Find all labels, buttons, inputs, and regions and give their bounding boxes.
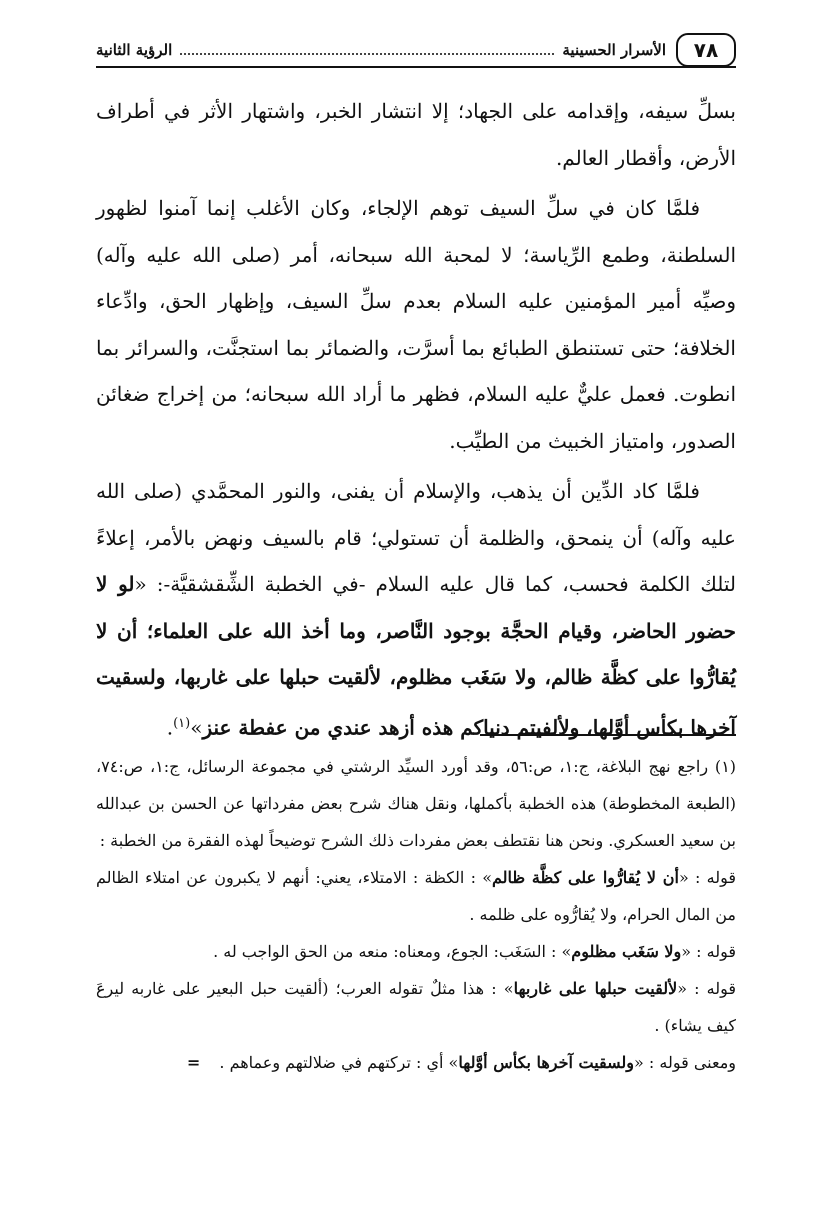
gloss-2-term: ولا سَغَب مظلوم (571, 942, 682, 961)
gloss-1-term: أن لا يُقارُّوا على كظَّة ظالم (492, 868, 679, 887)
chapter-title: الرؤية الثانية (96, 41, 173, 59)
footnote-1: (١) راجع نهج البلاغة، ج:١، ص:٥٦، وقد أورد السيِّد الرشتي في مجموعة الرسائل، ج:١، ص:٧٤، (الطبعة المخطوطة) هذه الخطبة بأكملها، ونقل هناك شرح بعض مفرداتها عن الحسن بن عبدالله بن سعيد العسكري. ونحن هنا نقتطف بعض مفردات ذلك الشرح توضيحاً لهذه الفقرة من الخطبة : (96, 757, 737, 850)
gloss-3 (96, 970, 736, 1044)
book-title: الأسرار الحسينية (562, 41, 666, 59)
gloss-2-prefix: قوله : « (681, 942, 736, 961)
paragraph-2: فلمَّا كان في سلِّ السيف توهم الإلجاء، وكان الأغلب إنما آمنوا لظهور السلطنة، وطمع الرِّياسة؛ لا لمحبة الله سبحانه، أمر (صلى الله عليه وآله) وصيِّه أمير المؤمنين عليه السلام بعدم سلِّ السيف، وإظهار الحق، وادِّعاء الخلافة؛ حتى تستنطق الطبائع بما أسرَّت، والضمائر بما استجنَّت، والسرائر بما انطوت. فعمل عليٌّ عليه السلام، فظهر ما أراد الله سبحانه؛ من إخراج ضغائن الصدور، وامتياز الخبيث من الطيِّب. (96, 196, 736, 453)
header-rule (96, 66, 736, 68)
page-number: ٧٨ (676, 33, 736, 67)
paragraph-3-intro: فلمَّا كاد الدِّين أن يذهب، والإسلام أن يفنى، والنور المحمَّدي (صلى الله عليه وآله) أن ينمحق، والظلمة أن تستولي؛ قام بالسيف ونهض بالأمر، إعلاءً لتلك الكلمة فحسب، كما قال عليه السلام -في الخطبة الشِّقشقيَّة-: « (96, 479, 736, 596)
gloss-2-explanation: » : السَغَب: الجوع، ومعناه: منعه من الحق الواجب له . (213, 942, 572, 961)
quote-close: » (190, 715, 203, 740)
gloss-4-term: ولسقيت آخرها بكأس أوَّلها (458, 1053, 635, 1072)
gloss-3-prefix: قوله : « (677, 979, 737, 998)
gloss-1-prefix: قوله : « (678, 868, 737, 887)
gloss-3-term: لألقيت حبلها على غاربها (513, 979, 678, 998)
header-dots-divider (180, 53, 554, 55)
header-titles (96, 41, 666, 59)
gloss-4 (96, 1044, 736, 1081)
paragraph-3 (96, 468, 736, 751)
gloss-4-explanation: » أي : تركتهم في ضلالتهم وعماهم . (219, 1053, 459, 1072)
footnotes (96, 748, 736, 1081)
running-header (96, 30, 736, 70)
gloss-4-prefix: ومعنى قوله : « (634, 1053, 736, 1072)
continuation-mark: = (186, 1053, 201, 1072)
footnote-ref-1[interactable]: (١) (173, 715, 191, 731)
gloss-1-explanation: » : الكظة : الامتلاء، يعني: أنهم لا يكبرون عن امتلاء الظالم من المال الحرام، ولا يُقارُّوه على ظلمه . (96, 868, 736, 924)
sermon-quote: لو لا حضور الحاضر، وقيام الحجَّة بوجود النَّاصر، وما أخذ الله على العلماء؛ أن لا يُقارُّوا على كظَّة ظالم، ولا سَغَب مظلوم، لألقيت حبلها على غاربها، ولسقيت آخرها بكأس أوَّلها، ولألفيتم دنياكم هذه أزهد عندي من عفطة عنز (96, 572, 736, 740)
gloss-1 (96, 859, 736, 933)
footnote-separator (480, 734, 736, 736)
paragraph-3-period: . (166, 715, 174, 740)
paragraph-1: بسلِّ سيفه، وإقدامه على الجهاد؛ إلا انتشار الخبر، واشتهار الأثر في أطراف الأرض، وأقطار العالم. (96, 99, 736, 170)
gloss-3-explanation: » : هذا مثلٌ تقوله العرب؛ (ألقيت حبل البعير على غاربه ليرعَ كيف يشاء) . (96, 979, 736, 1035)
main-text (96, 88, 736, 751)
gloss-2 (96, 933, 736, 970)
